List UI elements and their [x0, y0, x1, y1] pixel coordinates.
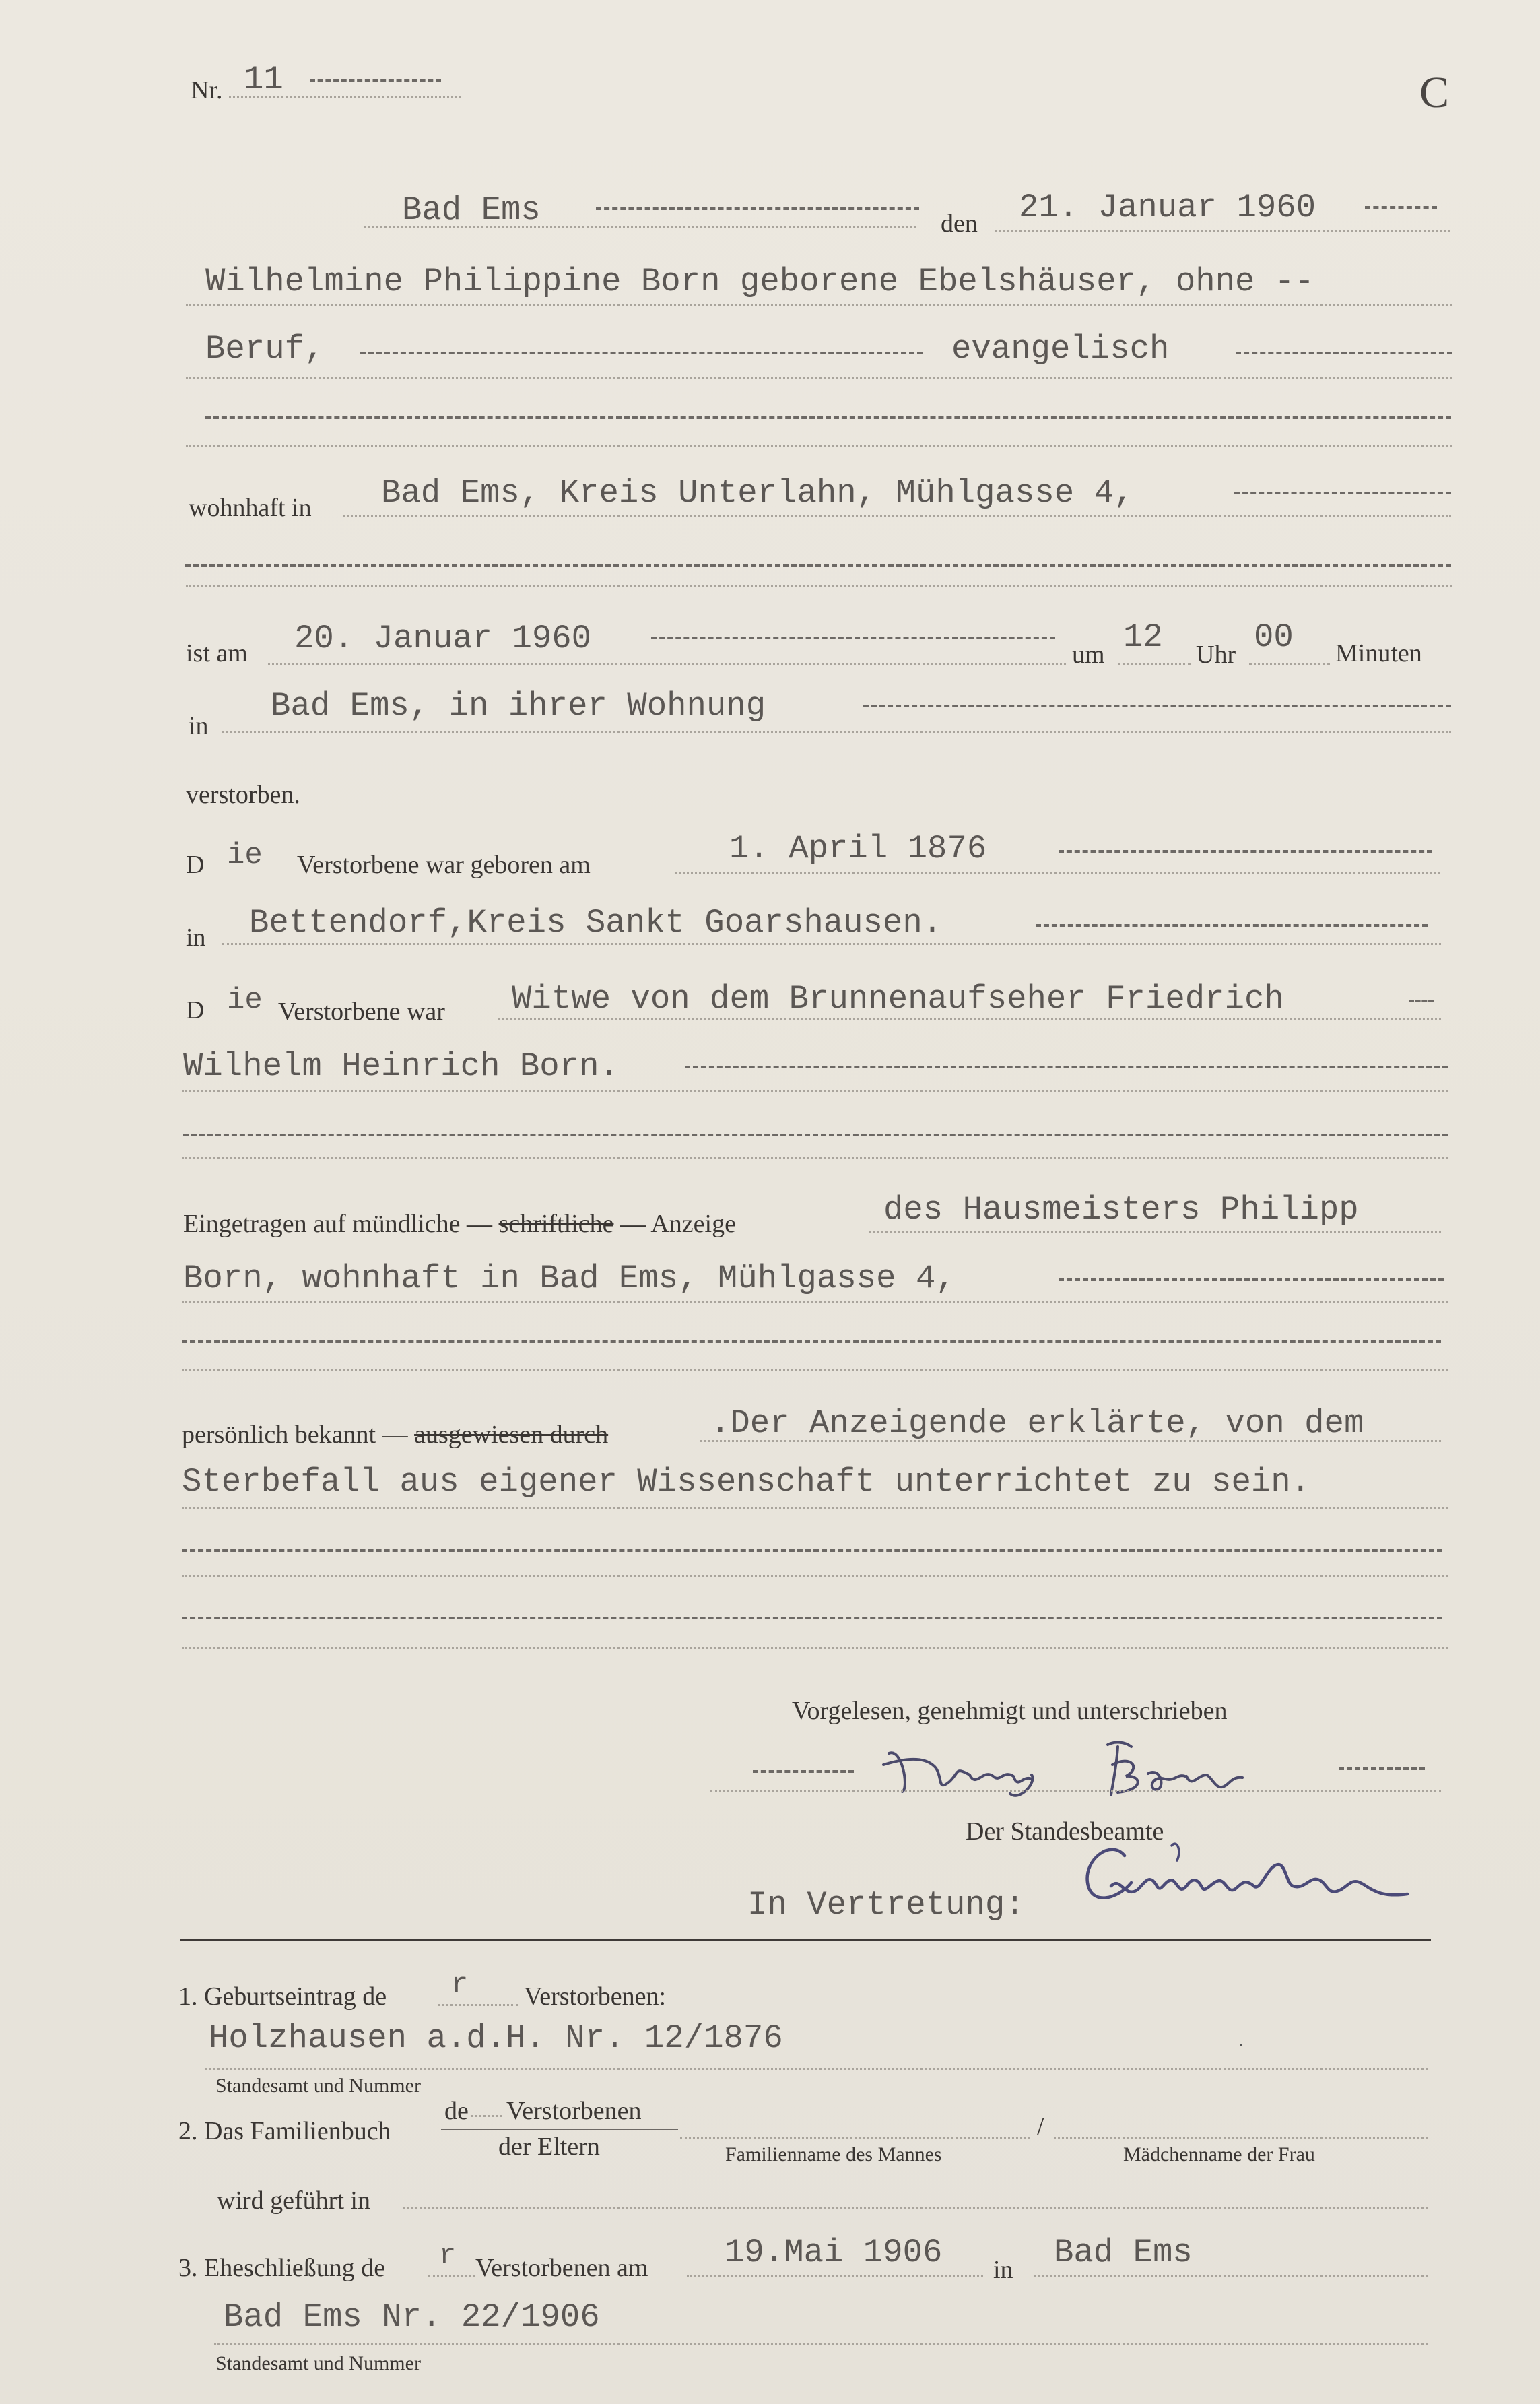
registry-place: Bad Ems [402, 191, 541, 229]
section-divider [180, 1939, 1431, 1941]
item3-label-b: Verstorbenen am [475, 2254, 648, 2282]
in-vertretung-label: In Vertretung: [747, 1886, 1025, 1924]
dotted-line [182, 1157, 1448, 1159]
wird-gefuehrt-label: wird geführt in [217, 2186, 370, 2215]
item2-slash: / [1037, 2112, 1044, 2141]
um-label: um [1072, 641, 1105, 669]
report-label-a: Eingetragen auf mündliche — [183, 1210, 493, 1238]
dotted-line [687, 2275, 983, 2277]
fraction-line [441, 2129, 678, 2130]
dotted-line [182, 1507, 1448, 1509]
fill-dashes [863, 705, 1451, 707]
uhr-label: Uhr [1196, 641, 1236, 669]
dotted-line [343, 515, 1451, 517]
dotted-line [186, 445, 1452, 447]
dotted-line [403, 2207, 1428, 2209]
report-label [183, 1209, 736, 1239]
dotted-line [182, 1647, 1448, 1649]
registrar-label: Der Standesbeamte [966, 1817, 1164, 1846]
fill-dashes [1036, 924, 1428, 927]
gender-suffix: ie [227, 839, 263, 872]
birth-entry-value: Holzhausen a.d.H. Nr. 12/1876 [209, 2019, 783, 2057]
nr-label: Nr. [191, 76, 223, 104]
registrar-signature [1071, 1819, 1434, 1920]
dotted-line [182, 1090, 1448, 1092]
marital-status-line2: Wilhelm Heinrich Born. [183, 1047, 619, 1085]
gender-suffix: ie [227, 983, 263, 1017]
ist-am-label: ist am [186, 639, 248, 668]
birth-date: 1. April 1876 [729, 830, 987, 868]
dotted-line [222, 731, 1451, 733]
item2-eltern: der Eltern [498, 2133, 600, 2161]
item1-label-a: 1. Geburtseintrag de [178, 1982, 387, 2011]
dotted-line [1054, 2137, 1428, 2139]
occupation: Beruf, [205, 330, 325, 368]
wohnhaft-label: wohnhaft in [189, 494, 312, 522]
identity-label-a: persönlich bekannt — [182, 1421, 408, 1449]
fill-dashes [1059, 1278, 1444, 1281]
d-label: D [186, 996, 205, 1025]
standesamt-nummer-label: Standesamt und Nummer [215, 2075, 421, 2097]
item2-label: 2. Das Familienbuch [178, 2117, 391, 2145]
item3-label-a: 3. Eheschließung de [178, 2254, 386, 2282]
maedchenname-label: Mädchenname der Frau [1123, 2143, 1315, 2166]
fill-dashes [1059, 850, 1432, 853]
in-label: in [189, 712, 209, 740]
fill-dashes [596, 207, 919, 210]
standesamt-nummer-label-2: Standesamt und Nummer [215, 2352, 421, 2374]
informant-line2: Born, wohnhaft in Bad Ems, Mühlgasse 4, [183, 1260, 956, 1297]
verstorben-label: verstorben. [186, 781, 300, 809]
dotted-line [498, 1018, 1441, 1020]
fill-dashes [1236, 352, 1452, 354]
dotted-line [710, 1790, 1441, 1792]
marriage-entry-value: Bad Ems Nr. 22/1906 [224, 2298, 600, 2336]
fill-dashes [182, 1549, 1442, 1552]
dotted-line [675, 872, 1440, 874]
dotted-line [869, 1231, 1441, 1233]
dotted-line [182, 1301, 1448, 1303]
item3-sup: r [439, 2240, 457, 2272]
dotted-line [995, 230, 1450, 232]
dotted-line [205, 2068, 1428, 2070]
registry-date: 21. Januar 1960 [1019, 189, 1316, 226]
fill-dashes [685, 1066, 1448, 1068]
dotted-line [680, 2137, 1030, 2139]
dotted-line [186, 377, 1452, 379]
item3-in: in [993, 2256, 1013, 2284]
corner-letter: C [1419, 68, 1450, 117]
dotted-line [1249, 663, 1330, 665]
den-label: den [941, 209, 978, 238]
fill-dashes [1409, 1000, 1434, 1002]
fill-dashes [185, 564, 1451, 567]
dotted-line [229, 96, 461, 98]
marriage-date: 19.Mai 1906 [725, 2234, 943, 2271]
dotted-line [214, 2343, 1428, 2345]
fill-dashes [753, 1770, 854, 1773]
fill-dashes [1234, 492, 1451, 494]
death-place: Bad Ems, in ihrer Wohnung [271, 687, 766, 725]
deceased-address: Bad Ems, Kreis Unterlahn, Mühlgasse 4, [381, 474, 1134, 512]
dotted-line [222, 943, 1441, 945]
entry-number: 11 [244, 61, 283, 98]
item2-de: de [444, 2097, 469, 2125]
identity-label [182, 1420, 608, 1450]
fill-dashes [183, 1134, 1448, 1136]
dotted-line [186, 304, 1452, 306]
fill-dashes [360, 352, 923, 354]
marriage-place: Bad Ems [1054, 2234, 1193, 2271]
declaration-line2: Sterbefall aus eigener Wissenschaft unterrichtet zu sein. [182, 1463, 1311, 1501]
report-label-b: — Anzeige [620, 1210, 736, 1238]
dotted-line [268, 663, 1066, 665]
fill-dashes [182, 1617, 1442, 1619]
speck-mark: · [1238, 2034, 1244, 2056]
deceased-name: Wilhelmine Philippine Born geborene Ebelshäuser, ohne -- [205, 263, 1314, 300]
birth-place: Bettendorf,Kreis Sankt Goarshausen. [249, 904, 943, 942]
dotted-line [438, 2004, 518, 2006]
fill-dashes [1365, 206, 1437, 209]
marital-status-line1: Witwe von dem Brunnenaufseher Friedrich [512, 980, 1284, 1018]
minuten-label: Minuten [1335, 639, 1422, 668]
death-minute: 00 [1254, 618, 1294, 656]
fill-dashes [310, 79, 441, 82]
death-hour: 12 [1123, 618, 1163, 656]
fill-dashes [182, 1340, 1441, 1343]
identity-label-struck: ausgewiesen durch [414, 1421, 609, 1449]
read-approved-label: Vorgelesen, genehmigt und unterschrieben [792, 1697, 1228, 1725]
dotted-line [364, 226, 916, 228]
report-label-struck: schriftliche [498, 1210, 614, 1238]
item2-verstorbenen: Verstorbenen [506, 2097, 642, 2125]
in-label: in [186, 923, 206, 952]
d-label: D [186, 851, 205, 879]
dotted-line [182, 1369, 1448, 1371]
item1-label-b: Verstorbenen: [524, 1982, 667, 2011]
fill-dashes [1339, 1767, 1425, 1770]
geboren-label: Verstorbene war geboren am [297, 851, 591, 879]
dotted-line [471, 2115, 502, 2117]
dotted-line [428, 2275, 475, 2277]
informant-line1: des Hausmeisters Philipp [883, 1191, 1359, 1229]
religion: evangelisch [951, 330, 1170, 368]
dotted-line [1034, 2275, 1428, 2277]
death-date: 20. Januar 1960 [294, 620, 592, 657]
fill-dashes [651, 637, 1055, 639]
dotted-line [186, 585, 1452, 587]
dotted-line [700, 1440, 1441, 1442]
declaration-line1: .Der Anzeigende erklärte, von dem [710, 1404, 1364, 1442]
item1-sup: r [451, 1968, 469, 2001]
dotted-line [182, 1575, 1448, 1577]
familienname-label: Familienname des Mannes [725, 2143, 942, 2166]
verstorbene-war-label: Verstorbene war [278, 998, 445, 1026]
fill-dashes [205, 416, 1451, 419]
dotted-line [1118, 663, 1191, 665]
